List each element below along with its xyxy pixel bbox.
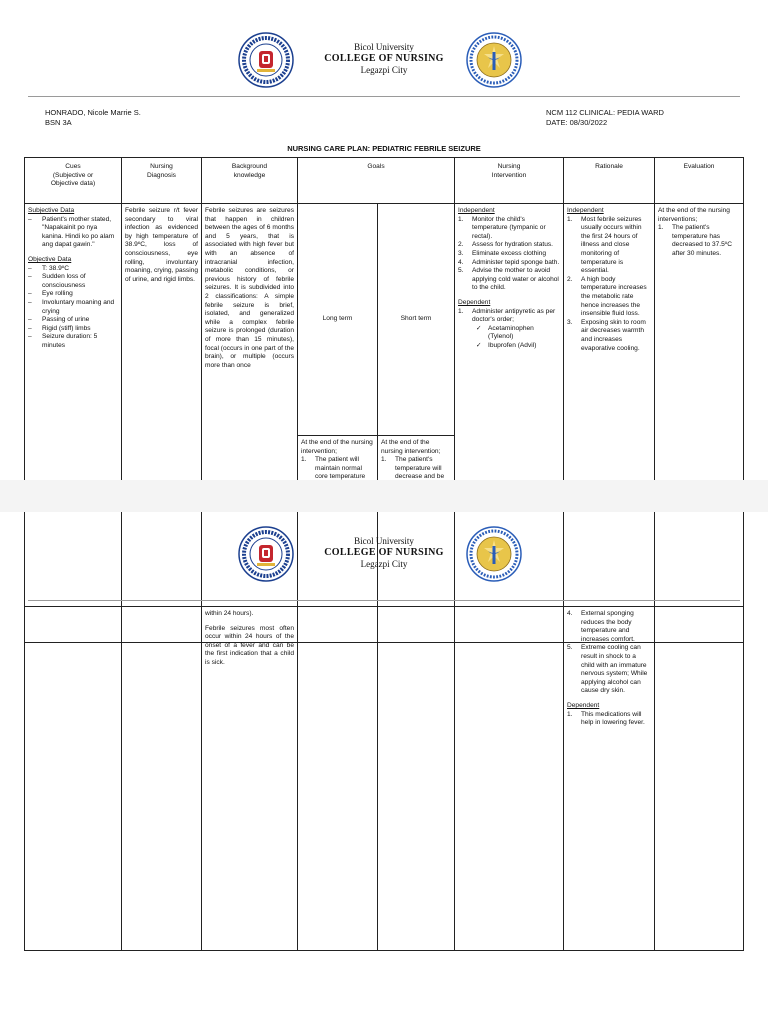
independent-label: Independent — [458, 207, 495, 214]
column-header-intervention: Nursing Intervention — [455, 158, 564, 204]
university-name: Bicol University — [354, 42, 414, 52]
subjective-label: Subjective Data — [28, 207, 75, 214]
list-item: 1. Most febrile seizures usually occurs within the first 24 hours of illness and close monitoring of temperature is essential. — [567, 215, 642, 275]
list-item: 1. Monitor the child's temperature (tympanic or rectal). — [458, 215, 546, 240]
list-item: ✓ Ibuprofen (Advil) — [476, 342, 560, 351]
short-term-goal-cell: At the end of the nursing intervention; 1. The patient's temperature will decrease and be — [378, 436, 455, 643]
header-divider — [28, 600, 740, 601]
list-item: – T: 38.9ºC — [28, 265, 118, 274]
list-item: 1. The patient's temperature will decrease and be — [381, 456, 445, 481]
college-name: COLLEGE OF NURSING — [324, 53, 444, 64]
city-name: Legazpi City — [360, 65, 408, 75]
table-row — [25, 607, 744, 951]
document-title: NURSING CARE PLAN: PEDIATRIC FEBRILE SEIZURE — [287, 144, 481, 153]
evaluation-cell — [655, 607, 744, 951]
evaluation-cell: At the end of the nursing interventions; 1. The patient's temperature has decreased to 37.5ºC after 30 minutes. — [655, 204, 744, 643]
diagnosis-cell: Febrile seizure r/t fever secondary to viral infection as evidenced by high temperature of 38.9ºC, loss of consciousness, eye rolling, involuntary moaning, crying, passing of urine, and rigid limbs. — [122, 204, 202, 643]
college-name: COLLEGE OF NURSING — [324, 547, 444, 558]
objective-label: Objective Data — [28, 255, 72, 263]
page-1 — [0, 0, 768, 480]
list-item: 4. External sponging reduces the body temperature and increases comfort. — [567, 610, 635, 643]
independent-label: Independent — [567, 207, 604, 214]
long-term-goal-cell: At the end of the nursing intervention; 1. The patient will maintain normal core temperature — [298, 436, 378, 643]
diagnosis-cell — [122, 607, 202, 951]
list-item: ✓ Acetaminophen (Tylenol) — [476, 325, 560, 342]
list-item: – Eye rolling — [28, 290, 118, 299]
dependent-label: Dependent — [567, 701, 600, 709]
list-item: – Rigid (stiff) limbs — [28, 325, 118, 334]
column-header-cues: Cues (Subjective or Objective data) — [25, 158, 122, 204]
nursing-care-plan-table-continued — [24, 606, 744, 951]
page-header — [0, 30, 768, 92]
list-item: 5. Advise the mother to avoid applying cold water or alcohol to the child. — [458, 267, 559, 292]
background-cell: Febrile seizures are seizures that happen in children between the ages of 6 months and 5 years, that is associated with high fever but with an absence of intracranial infection, metabolic conditions, or previous history of febrile seizures. It is subdivided into 2 classifications: A simple febrile seizure is brief, isolated, and generalized while a complex febrile seizure is prolonged (duration of more than 15 minutes), focal (occurs in one part of the brain), or multiple (occurs more than once — [202, 204, 298, 643]
list-item: 1. The patient will maintain normal core temperature — [301, 456, 366, 481]
header-divider — [28, 96, 740, 97]
table-header-row — [25, 158, 744, 204]
list-item: 5. Extreme cooling can result in shock to a child with an immature nervous system; While applying alcohol can cause dry skin. — [567, 644, 648, 695]
column-header-rationale: Rationale — [564, 158, 655, 204]
column-header-evaluation: Evaluation — [655, 158, 744, 204]
list-item: – Sudden loss of consciousness — [28, 273, 118, 290]
list-item: – Passing of urine — [28, 316, 118, 325]
list-item: 4. Administer tepid sponge bath. — [458, 258, 560, 266]
intervention-cell — [455, 607, 564, 951]
page-header — [0, 524, 768, 586]
list-item: 1. Administer antipyretic as per doctor's order; — [458, 307, 556, 324]
college-of-nursing-seal-icon — [466, 526, 522, 582]
page-2 — [0, 512, 768, 1024]
list-item: 3. Exposing skin to room air decreases warmth and increases evaporative cooling. — [567, 318, 646, 352]
student-section: BSN 3A — [45, 118, 72, 127]
list-item: – Seizure duration: 5 minutes — [28, 333, 118, 350]
list-item: 3. Eliminate excess clothing — [458, 249, 547, 257]
background-cell: within 24 hours). Febrile seizures most often occur within 24 hours of the onset of a fever and can be the first indication that a child is sick. — [202, 607, 298, 951]
list-item: 1. This medications will help in lowering fever. — [567, 710, 645, 727]
short-term-header: Short term — [378, 204, 455, 436]
plan-date: DATE: 08/30/2022 — [546, 118, 608, 127]
list-item: 2. A high body temperature increases the metabolic rate hence increases the insensible fluid loss. — [567, 275, 647, 318]
table-row — [25, 204, 744, 436]
column-header-diagnosis: Nursing Diagnosis — [122, 158, 202, 204]
column-header-goals: Goals — [298, 158, 455, 204]
long-term-goal-cell — [298, 607, 378, 951]
cues-cell — [25, 607, 122, 951]
rationale-cell — [564, 607, 655, 951]
city-name: Legazpi City — [360, 559, 408, 569]
list-item: – Involuntary moaning and crying — [28, 299, 118, 316]
long-term-header: Long term — [298, 204, 378, 436]
university-name: Bicol University — [354, 536, 414, 546]
student-name: HONRADO, Nicole Marrie S. — [45, 108, 141, 117]
college-of-nursing-seal-icon — [466, 32, 522, 88]
dependent-label: Dependent — [458, 298, 491, 306]
column-header-background: Background knowledge — [202, 158, 298, 204]
list-item: 1. The patient's temperature has decreased to 37.5ºC after 30 minutes. — [658, 224, 732, 257]
clinical-course: NCM 112 CLINICAL: PEDIA WARD — [546, 108, 664, 117]
list-item: – Patient's mother stated, "Napakainit po nya kanina. Hindi ko po alam ang dapat gawin." — [28, 216, 118, 250]
list-item: 2. Assess for hydration status. — [458, 241, 554, 249]
short-term-goal-cell — [378, 607, 455, 951]
page-gap — [0, 480, 768, 512]
